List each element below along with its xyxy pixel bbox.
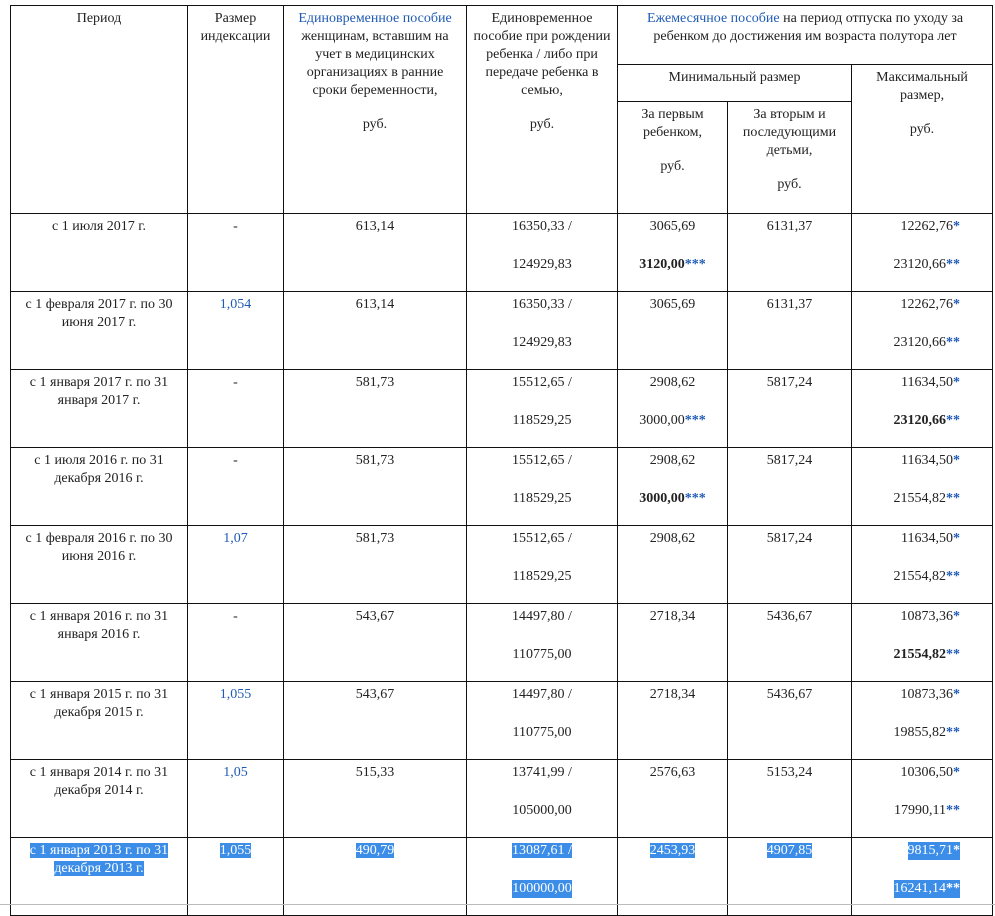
birth-benefit-cell	[467, 760, 618, 838]
early-benefit-cell	[284, 682, 467, 760]
index-value: 1,054	[219, 297, 252, 312]
min-first-child-value: 2718,34	[649, 687, 696, 702]
footnote-mark: *	[953, 375, 961, 390]
min-second-child-value: 4907,85	[766, 843, 813, 858]
min-second-child-cell	[728, 370, 852, 448]
birth-benefit-value: 16350,33 /	[512, 297, 572, 312]
birth-benefit-cell	[467, 370, 618, 448]
min-second-child-value: 6131,37	[766, 297, 813, 312]
min-first-child-new-value	[622, 256, 723, 274]
index-cell	[188, 760, 284, 838]
table-row	[11, 682, 993, 760]
min-first-child-value: 2908,62	[649, 375, 696, 390]
index-value: 1,055	[219, 843, 252, 858]
table-row	[11, 292, 993, 370]
period-cell	[11, 292, 188, 370]
max-size-new	[856, 802, 960, 820]
transfer-benefit-value: 100000,00	[512, 881, 572, 896]
min-second-child-cell	[728, 448, 852, 526]
min-first-child-value: 2718,34	[649, 609, 696, 624]
index-cell	[188, 214, 284, 292]
min-first-child-new-amount: 3000,00	[639, 413, 685, 428]
min-second-child-cell	[728, 214, 852, 292]
transfer-benefit-value: 118529,25	[512, 413, 572, 428]
period-text: с 1 января 2015 г. по 31 декабря 2015 г.	[29, 687, 169, 720]
min-second-child-cell	[728, 682, 852, 760]
min-first-child-new-value	[622, 490, 723, 508]
min-second-child-cell	[728, 760, 852, 838]
table-row	[11, 526, 993, 604]
max-size-old	[856, 296, 960, 314]
index-value: -	[233, 375, 238, 390]
max-size-new	[856, 724, 960, 742]
max-size-new	[856, 334, 960, 352]
min-first-child-value: 3065,69	[649, 219, 696, 234]
early-benefit-value: 581,73	[355, 375, 395, 390]
footnote-mark: *	[953, 687, 961, 702]
min-second-child-value: 5817,24	[766, 531, 813, 546]
max-size-new	[894, 880, 961, 898]
footnote-mark: *	[953, 297, 961, 312]
early-benefit-link[interactable]: Единовременное пособие	[298, 11, 452, 26]
index-cell	[188, 526, 284, 604]
max-size-cell	[852, 370, 993, 448]
period-cell	[11, 526, 188, 604]
period-cell	[11, 370, 188, 448]
max-size-old-amount: 10306,50	[900, 765, 954, 780]
max-size-new-amount: 21554,82	[893, 647, 947, 662]
early-benefit-cell	[284, 214, 467, 292]
period-text: с 1 февраля 2016 г. по 30 июня 2016 г.	[25, 531, 173, 564]
index-cell	[188, 448, 284, 526]
footnote-mark: ***	[684, 257, 706, 272]
header-birth-benefit: Единовременное пособие при рождении ребенка / либо при передаче ребенка в семью, руб.	[467, 6, 618, 214]
period-cell	[11, 760, 188, 838]
max-size-old	[908, 842, 961, 860]
min-first-child-cell	[618, 292, 728, 370]
max-size-old	[856, 218, 960, 236]
max-size-new-amount: 21554,82	[893, 491, 947, 506]
max-size-new	[856, 646, 960, 664]
min-second-child-value: 6131,37	[766, 219, 813, 234]
max-size-old-amount: 11634,50	[901, 453, 954, 468]
min-second-child-value: 5436,67	[766, 609, 813, 624]
min-first-child-value: 2908,62	[649, 531, 696, 546]
birth-benefit-cell	[467, 682, 618, 760]
footnote-mark: **	[946, 569, 961, 584]
max-size-cell	[852, 760, 993, 838]
footnote-mark: **	[946, 647, 961, 662]
min-second-child-value: 5436,67	[766, 687, 813, 702]
max-size-new	[856, 256, 960, 274]
min-first-child-value: 2908,62	[649, 453, 696, 468]
birth-benefit-cell	[467, 448, 618, 526]
birth-benefit-value: 15512,65 /	[512, 375, 572, 390]
period-text: с 1 февраля 2017 г. по 30 июня 2017 г.	[25, 297, 173, 330]
transfer-benefit-value: 110775,00	[512, 647, 572, 662]
max-size-cell	[852, 448, 993, 526]
early-benefit-value: 581,73	[355, 531, 395, 546]
max-size-cell	[852, 214, 993, 292]
footnote-mark: **	[946, 413, 961, 428]
benefits-table	[10, 5, 993, 916]
monthly-benefit-link[interactable]: Ежемесячное пособие	[646, 11, 780, 26]
min-first-child-cell	[618, 214, 728, 292]
period-text: с 1 января 2017 г. по 31 января 2017 г.	[29, 375, 169, 408]
min-first-child-cell	[618, 760, 728, 838]
early-benefit-value: 543,67	[355, 609, 395, 624]
min-first-child-new-amount: 3000,00	[639, 491, 685, 506]
footnote-mark: *	[953, 453, 961, 468]
max-size-new-amount: 19855,82	[893, 725, 947, 740]
early-benefit-cell	[284, 526, 467, 604]
min-second-child-cell	[728, 292, 852, 370]
index-cell	[188, 292, 284, 370]
transfer-benefit-value: 118529,25	[512, 491, 572, 506]
min-first-child-cell	[618, 526, 728, 604]
index-value: -	[233, 219, 238, 234]
footnote-mark: *	[953, 219, 961, 234]
min-second-child-cell	[728, 526, 852, 604]
index-value: -	[233, 609, 238, 624]
header-early-benefit: Единовременное пособие женщинам, вставшим на учет в медицинских организациях в ранние сроки беременности, руб.	[284, 6, 467, 214]
footnote-mark: *	[953, 765, 961, 780]
footnote-mark: **	[946, 725, 961, 740]
header-max-size: Максимальный размер, руб.	[852, 65, 993, 214]
table-row	[11, 370, 993, 448]
max-size-cell	[852, 526, 993, 604]
max-size-old	[856, 452, 960, 470]
birth-benefit-value: 14497,80 /	[512, 687, 572, 702]
max-size-new	[856, 490, 960, 508]
birth-benefit-value: 15512,65 /	[512, 453, 572, 468]
table-row	[11, 448, 993, 526]
max-size-new-amount: 23120,66	[893, 257, 947, 272]
period-text: с 1 июля 2017 г.	[52, 219, 146, 234]
min-second-child-value: 5817,24	[766, 375, 813, 390]
index-cell	[188, 604, 284, 682]
max-size-new-amount: 21554,82	[893, 569, 947, 584]
min-first-child-cell	[618, 604, 728, 682]
min-first-child-cell	[618, 370, 728, 448]
transfer-benefit-value: 124929,83	[512, 335, 572, 350]
birth-benefit-cell	[467, 214, 618, 292]
max-size-new	[856, 412, 960, 430]
max-size-cell	[852, 604, 993, 682]
period-text: с 1 июля 2016 г. по 31 декабря 2016 г.	[34, 453, 164, 486]
birth-benefit-cell	[467, 292, 618, 370]
min-second-child-value: 5817,24	[766, 453, 813, 468]
max-size-old	[856, 608, 960, 626]
min-first-child-new-amount: 3120,00	[639, 257, 685, 272]
early-benefit-value: 581,73	[355, 453, 395, 468]
period-cell	[11, 214, 188, 292]
footnote-mark: *	[953, 531, 961, 546]
header-first-child: За первым ребенком, руб.	[618, 102, 728, 214]
table-row	[11, 214, 993, 292]
birth-benefit-cell	[467, 604, 618, 682]
early-benefit-cell	[284, 760, 467, 838]
early-benefit-value: 613,14	[355, 297, 395, 312]
footnote-mark: *	[953, 609, 961, 624]
index-value: 1,07	[223, 531, 248, 546]
max-size-old-amount: 11634,50	[901, 375, 954, 390]
max-size-old-amount: 12262,76	[900, 219, 954, 234]
early-benefit-value: 543,67	[355, 687, 395, 702]
max-size-cell	[852, 292, 993, 370]
max-size-old	[856, 374, 960, 392]
period-text: с 1 января 2016 г. по 31 января 2016 г.	[29, 609, 169, 642]
early-benefit-value: 613,14	[355, 219, 395, 234]
early-benefit-value: 515,33	[355, 765, 395, 780]
birth-benefit-value: 13741,99 /	[512, 765, 572, 780]
period-cell	[11, 604, 188, 682]
header-period: Период	[11, 6, 188, 214]
transfer-benefit-value: 110775,00	[512, 725, 572, 740]
max-size-old	[856, 530, 960, 548]
transfer-benefit-value: 124929,83	[512, 257, 572, 272]
period-cell	[11, 682, 188, 760]
early-benefit-cell	[284, 604, 467, 682]
index-value: -	[233, 453, 238, 468]
birth-benefit-value: 16350,33 /	[512, 219, 572, 234]
max-size-new	[856, 568, 960, 586]
birth-benefit-cell	[467, 526, 618, 604]
table-row	[11, 604, 993, 682]
header-index: Размер индексации	[188, 6, 284, 214]
header-monthly-benefit: Ежемесячное пособие на период отпуска по уходу за ребенком до достижения им возраста полутора лет	[618, 6, 993, 65]
footnote-mark: ***	[684, 491, 706, 506]
max-size-old-amount: 9815,71	[907, 843, 954, 858]
early-benefit-cell	[284, 292, 467, 370]
max-size-old	[856, 764, 960, 782]
footnote-mark: ***	[684, 413, 706, 428]
index-cell	[188, 682, 284, 760]
min-first-child-value: 2453,93	[649, 843, 696, 858]
footnote-mark: **	[946, 491, 961, 506]
birth-benefit-value: 15512,65 /	[512, 531, 572, 546]
max-size-new-amount: 23120,66	[893, 413, 947, 428]
min-first-child-new-value	[622, 412, 723, 430]
birth-benefit-value: 13087,61 /	[512, 843, 572, 858]
footnote-mark: **	[946, 803, 961, 818]
max-size-new-amount: 17990,11	[894, 803, 947, 818]
max-size-new-amount: 23120,66	[893, 335, 947, 350]
max-size-old-amount: 10873,36	[900, 687, 954, 702]
early-benefit-value: 490,79	[355, 843, 395, 858]
footnote-mark: **	[946, 335, 961, 350]
max-size-new-amount: 16241,14	[893, 881, 947, 896]
max-size-cell	[852, 682, 993, 760]
index-value: 1,05	[223, 765, 248, 780]
min-first-child-value: 2576,63	[649, 765, 696, 780]
period-text: с 1 января 2014 г. по 31 декабря 2014 г.	[29, 765, 169, 798]
table-body	[11, 214, 993, 916]
max-size-old-amount: 10873,36	[900, 609, 954, 624]
index-value: 1,055	[219, 687, 252, 702]
footnote-mark: **	[946, 881, 961, 896]
table-row	[11, 760, 993, 838]
table-header	[11, 6, 993, 214]
transfer-benefit-value: 105000,00	[512, 803, 572, 818]
min-first-child-cell	[618, 682, 728, 760]
max-size-old-amount: 11634,50	[901, 531, 954, 546]
birth-benefit-value: 14497,80 /	[512, 609, 572, 624]
early-benefit-cell	[284, 448, 467, 526]
transfer-benefit-value: 118529,25	[512, 569, 572, 584]
footnote-mark: *	[953, 843, 961, 858]
footnote-mark: **	[946, 257, 961, 272]
period-cell	[11, 448, 188, 526]
min-first-child-cell	[618, 448, 728, 526]
page-edge	[0, 904, 995, 905]
early-benefit-cell	[284, 370, 467, 448]
header-min-size: Минимальный размер	[618, 65, 852, 102]
header-second-child: За вторым и последующими детьми, руб.	[728, 102, 852, 214]
min-second-child-cell	[728, 604, 852, 682]
period-text: с 1 января 2013 г. по 31 декабря 2013 г.	[29, 843, 169, 876]
max-size-old	[856, 686, 960, 704]
index-cell	[188, 370, 284, 448]
max-size-old-amount: 12262,76	[900, 297, 954, 312]
min-second-child-value: 5153,24	[766, 765, 813, 780]
min-first-child-value: 3065,69	[649, 297, 696, 312]
